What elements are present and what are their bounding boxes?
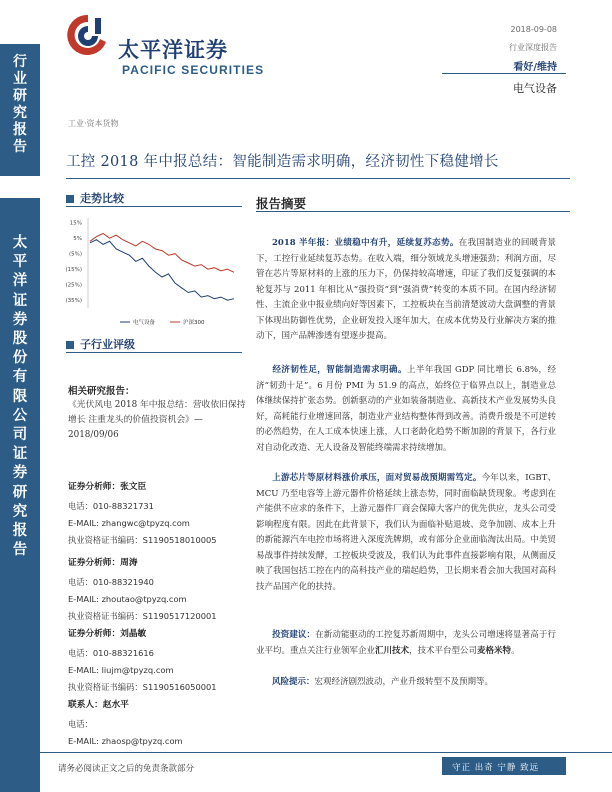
report-date: 2018-09-08 [510, 25, 557, 34]
related-research-heading: 相关研究报告： [68, 386, 135, 397]
disclaimer-note: 请务必阅读正文之后的免责条款部分 [58, 764, 195, 774]
analyst-phone: 电话：010-88321940 [68, 577, 154, 587]
paragraph-text: 今年以来，IGBT、MCU 乃至电容等上游元器件价格延续上涨态势，同时面临缺货现象。考虑到在产能供不应求的条件下，上游元器件厂商会保障大客户的优先供应，龙头公司受影响程度有限。因此在此背景下，我们认为面临补贴退坡、竞争加剧、成本上升的新能源汽车电控市场将进入深度洗牌期，或有部分企业面临淘汰出局。中美贸易战事件持续发酵，工控板块受波及，我们认为此事件直接影响有限，从侧面反映了我国包括工控在内的高科技产业的瑞起趋势，卫长期来看会加大我国对高科技产品国产化的扶持。 [256, 473, 556, 592]
report-type: 行业深度报告 [509, 43, 557, 52]
analyst-cert: 执业资格证书编码：S1190516050001 [68, 682, 217, 692]
paragraph-lead: 投资建议： [272, 630, 316, 640]
paragraph-lead: 上游芯片等原材料涨价承压，面对贸易战预期需笃定。 [272, 473, 482, 483]
paragraph-text: 在新动能驱动的工控复苏新周期中，龙头公司增速将显著高于行业平均。重点关注行业领军企业 [256, 630, 556, 656]
industry-category: 工业·资本货物 [68, 119, 119, 128]
summary-paragraph-3 [256, 471, 556, 595]
footer-divider [40, 752, 612, 753]
brand-name-cn: 太平洋证券 [118, 38, 228, 62]
analyst-email[interactable]: E-MAIL: zhoutao@tpyzq.com [68, 594, 187, 604]
trend-section-heading [66, 190, 124, 206]
contact-person-email[interactable]: E-MAIL: zhaosp@tpyzq.com [68, 736, 183, 746]
footer-motto: 守正 出奇 宁静 致远 [452, 763, 540, 773]
y-tick-label: 5% [73, 236, 82, 243]
analyst-name: 证券分析师：周涛 [68, 558, 138, 568]
summary-paragraph-2 [256, 363, 556, 456]
contact-person-phone: 电话： [68, 719, 93, 729]
y-tick-label: (5%) [68, 251, 82, 258]
title-divider [66, 178, 570, 179]
sub-rating-section-heading [66, 336, 135, 352]
y-tick-label: 15% [69, 220, 82, 227]
sub-rating-section-divider [66, 352, 242, 353]
series-line-2 [90, 234, 234, 273]
legend-label: 沪深300 [183, 320, 205, 326]
paragraph-text: ，技术平台型公司 [409, 645, 478, 656]
analyst-email[interactable]: E-MAIL: zhangwc@tpyzq.com [68, 518, 190, 528]
paragraph-text: 上半年我国 GDP 同比增长 6.8%，经济“韧劲十足”。6 月份 PMI 为 51.9 的高点，始终位于临界点以上，制造业总体继续保持扩张态势。创新驱动的产业如装备制造业、高新技术产业发展势头良好，高耗能行业增速回落，制造业产业结构整体得到改善。消费升级是不可逆转的必然趋势，在人工成本快速上涨，人口老龄化趋势不断加剧的背景下，各行业对自动化改造、无人设备及智能终端需求持续增加。 [256, 365, 556, 453]
paragraph-text: 宏观经济剧烈波动，产业升级转型不及预期等。 [314, 677, 494, 687]
analyst-name: 证券分析师：张文臣 [68, 482, 147, 492]
paragraph-lead: 风险提示： [272, 677, 315, 687]
industry-name: 电气设备 [513, 82, 557, 95]
side-top-label: 行业研究报告 [13, 54, 27, 155]
trend-section-divider [66, 206, 242, 207]
section-square-icon [66, 195, 74, 203]
contact-person-name: 联系人：赵水平 [68, 700, 129, 710]
paragraph-text: 在我国制造业的回暖背景下，工控行业延续复苏态势。在收入端，细分领域龙头增速强劲；利润方面，尽管在芯片等原材料的上涨的压力下，仍保持较高增速，印证了我们反复强调的本轮复苏与 2011 年相比从“强投资”到“强消费”转变的本质不同。在国内经济韧性、主流企业中报业绩向好等因素下，工控板块在当前清楚波动大盘调整的背景下体现出防御性优势，企业研发投入逐年加大，在成本优势及行业解决方案的推动下，国产品牌渗透有望逐步提高。 [256, 238, 556, 341]
analyst-block-1 [68, 480, 248, 549]
summary-paragraph-1 [256, 236, 556, 345]
related-research-link[interactable]: 《光伏风电 2018 年中报总结：营收依旧保持增长 注重龙头的价值投资机会》—2018/09/06 [68, 400, 246, 440]
stock-name: 汇川技术 [375, 645, 410, 656]
summary-paragraph-5 [256, 675, 556, 691]
trend-section-label: 走势比较 [80, 192, 124, 205]
analyst-cert: 执业资格证书编码：S1190517120001 [68, 611, 217, 621]
legend-label: 电气设备 [133, 320, 156, 326]
trend-chart [62, 212, 242, 332]
stock-name: 麦格米特 [477, 645, 512, 656]
analyst-email[interactable]: E-MAIL: liujm@tpyzq.com [68, 665, 174, 675]
analyst-cert: 执业资格证书编码：S1190518010005 [68, 535, 217, 545]
series-line-1 [90, 240, 234, 301]
paragraph-text: 。 [511, 645, 520, 656]
side-band-gap [0, 176, 40, 198]
y-tick-label: (35%) [65, 298, 82, 305]
analyst-block-2 [68, 556, 248, 625]
section-square-icon [66, 341, 74, 349]
meta-divider [442, 73, 566, 74]
brand-name-en: PACIFIC SECURITIES [122, 63, 265, 77]
analyst-block-3 [68, 627, 248, 696]
industry-rating: 看好/维持 [513, 62, 557, 73]
y-tick-label: (25%) [65, 282, 82, 289]
y-tick-label: (15%) [65, 267, 82, 274]
analyst-phone: 电话：010-88321616 [68, 648, 154, 658]
side-bottom-label: 太平洋证券股份有限公司证券研究报告 [12, 235, 28, 559]
sub-rating-section-label: 子行业评级 [80, 338, 135, 351]
analyst-name: 证券分析师：刘晶敏 [68, 629, 147, 639]
pacific-securities-logo-icon [66, 12, 110, 60]
paragraph-lead: 经济韧性足，智能制造需求明确。 [272, 365, 407, 375]
summary-divider [256, 211, 570, 212]
contact-person-block [68, 698, 248, 750]
paragraph-lead: 2018 半年报：业绩稳中有升，延续复苏态势。 [272, 238, 459, 248]
analyst-phone: 电话：010-88321731 [68, 501, 154, 511]
summary-paragraph-4 [256, 628, 556, 659]
summary-heading: 报告摘要 [256, 196, 307, 211]
report-title: 工控 2018 年中报总结：智能制造需求明确，经济韧性下稳健增长 [66, 154, 499, 170]
